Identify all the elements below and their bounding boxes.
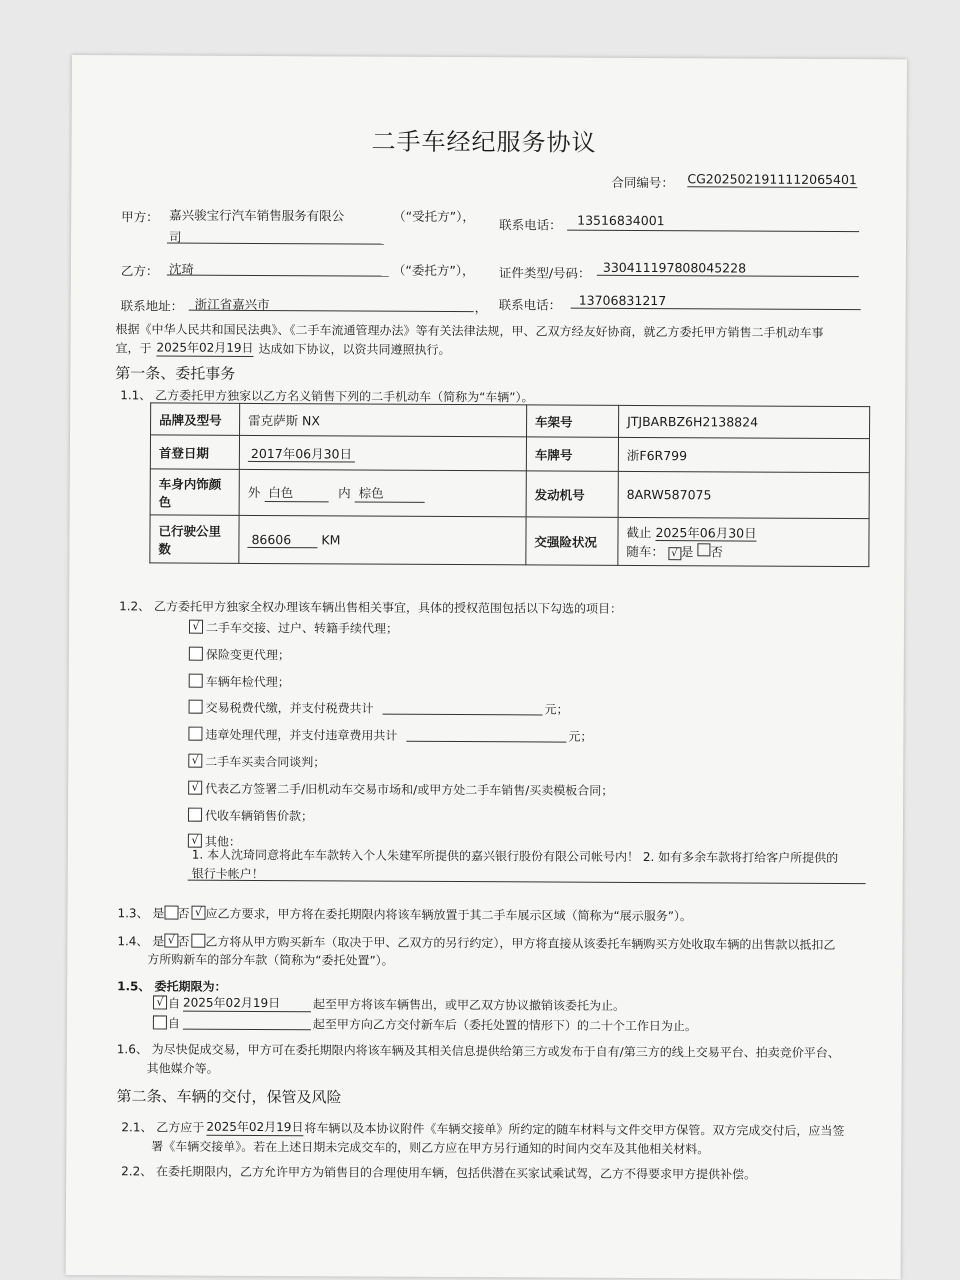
mileage-value: 86606 (247, 531, 317, 547)
auth-item-label: 代收车辆销售价款； (204, 808, 314, 824)
c13-yes-checkbox[interactable] (164, 905, 178, 919)
ins-no-checkbox[interactable] (697, 543, 710, 556)
term-1-text: 起至甲方将该车辆售出，或甲乙双方协议撤销该委托为止。 (312, 997, 626, 1013)
party-a-name-2: 司 (169, 229, 182, 245)
party-a-role: （“受托方”）， (393, 208, 475, 225)
auth-item-label: 其他： (204, 834, 241, 849)
clause-1-4-b: 否 (177, 934, 190, 949)
term-2-checkbox[interactable] (153, 1015, 167, 1029)
clause-1-3-c: 应乙方要求，甲方将在委托期限内将该车辆放置于其二手车展示区域（简称为“展示服务”）。 (205, 906, 692, 924)
party-b-id: 330411197808045228 (602, 259, 747, 276)
article-2-heading: 第二条、车辆的交付，保管及风险 (116, 1087, 342, 1107)
mileage-unit: KM (321, 531, 341, 547)
brand-value: 雷克萨斯 NX (240, 403, 527, 437)
contract-no-value: CG2025021911112065401 (687, 171, 857, 188)
auth-item-checkbox[interactable]: √ (188, 754, 202, 768)
preamble-date: 2025年02月19日 (156, 340, 254, 355)
preamble-line-1: 根据《中华人民共和国民法典》、《二手车流通管理办法》等有关法律法规，甲、乙双方经友好协商，就乙方委托甲方销售二手机动车事 (115, 322, 824, 340)
auth-item-checkbox[interactable] (189, 647, 203, 661)
auth-item-checkbox[interactable] (189, 674, 203, 688)
term-1-checkbox[interactable]: √ (153, 995, 167, 1009)
party-b-phone-underline (571, 308, 861, 311)
amount-blank (406, 741, 566, 743)
contract-no-label: 合同编号： (611, 174, 674, 191)
clause-2-1-a: 2.1、 乙方应于 (121, 1120, 205, 1135)
ins-yes-label: 是 (680, 543, 694, 559)
engine-label: 发动机号 (526, 471, 618, 517)
amount-suffix: 元； (568, 729, 593, 744)
party-b-role: （“委托方”）， (392, 262, 475, 279)
ins-yes-checkbox[interactable]: √ (668, 547, 681, 560)
color-label: 车身内饰颜色 (150, 469, 239, 515)
other-line-2: 银行卡帐户！ (191, 866, 264, 882)
term-1-date: 2025年02月19日 (183, 994, 311, 1013)
vin-label: 车架号 (527, 405, 619, 437)
clause-2-1-c: 署《车辆交接单》。若在上述日期未完成交车的，则乙方应在甲方另行通知的时间内交车及其他相关材料。 (151, 1139, 710, 1157)
auth-item-label: 二手车交接、过户、转籍手续代理； (205, 620, 399, 636)
clause-1-4-a: 1.4、 是 (117, 934, 165, 949)
plate-label: 车牌号 (526, 437, 618, 471)
clause-1-6-b: 其他媒介等。 (146, 1061, 219, 1076)
clause-1-4-d: 方所购新车的部分车款（简称为“委托处置”）。 (147, 952, 394, 968)
clause-1-6-a: 1.6、 为尽快促成交易，甲方可在委托期限内将该车辆及其相关信息提供给第三方或发布于自有/第三方的线上交易平台、拍卖竞价平台、 (116, 1042, 840, 1061)
auth-item-checkbox[interactable] (188, 808, 202, 822)
auth-item-checkbox[interactable] (188, 727, 202, 741)
auth-item-label: 车辆年检代理； (205, 674, 290, 690)
ins-until-label: 截止 (626, 524, 652, 540)
ext-color-value: 白色 (264, 483, 328, 502)
plate-value: 浙F6R799 (618, 437, 869, 472)
other-line-1: 1. 本人沈琦同意将此车车款转入个人朱建军所提供的嘉兴银行股份有限公司帐号内！ 2. 如有多余车款将打给客户所提供的 (191, 847, 839, 866)
ins-until-value: 2025年06月30日 (655, 524, 757, 541)
party-b-label: 乙方： (120, 263, 159, 279)
clause-2-2: 2.2、 在委托期限内，乙方允许甲方为销售目的合理使用车辆，包括供潜在买家试乘试驾，乙方不得要求甲方提供补偿。 (121, 1164, 757, 1182)
reg-date-label: 首登日期 (150, 435, 239, 469)
party-b-phone: 13706831217 (578, 292, 667, 309)
contract-paper (66, 55, 907, 1279)
int-color-label: 内 (338, 485, 351, 501)
party-a-phone-label: 联系电话： (499, 217, 562, 233)
c14-no-checkbox[interactable] (191, 934, 205, 948)
term-2-text: 起至甲方向乙方交付新车后（委托处置的情形下）的二十个工作日为止。 (312, 1017, 697, 1034)
vehicle-info-table (149, 402, 870, 567)
preamble-line-2a: 宜，于 (115, 341, 152, 356)
party-a-phone-underline (567, 230, 859, 233)
auth-item-label: 违章处理代理，并支付违章费用共计 (205, 727, 398, 743)
color-cell (239, 469, 526, 517)
party-b-addr: 浙江省嘉兴市 (194, 296, 270, 313)
amount-suffix: 元； (544, 702, 569, 717)
clause-1-3-a: 1.3、 是 (117, 906, 165, 921)
auth-item-checkbox[interactable]: √ (188, 781, 202, 795)
int-color-value: 棕色 (355, 483, 425, 502)
party-a-underline (167, 243, 384, 245)
brand-label: 品牌及型号 (151, 403, 240, 435)
auth-item-label: 交易税费代缴，并支付税费共计 (205, 700, 374, 716)
party-b-id-underline (597, 275, 859, 277)
party-a-name-1: 嘉兴骏宝行汽车销售服务有限公 (169, 207, 345, 224)
ext-color-label: 外 (247, 484, 261, 500)
clause-2-1-date: 2025年02月19日 (206, 1119, 304, 1135)
mileage-label: 已行驶公里数 (150, 515, 239, 563)
ins-with-label: 随车： (626, 543, 664, 559)
term-2-from: 自 (167, 1016, 180, 1031)
clause-1-1: 1.1、 乙方委托甲方独家以乙方名义销售下列的二手机动车（简称为“车辆”）。 (120, 388, 534, 405)
article-1-heading: 第一条、委托事务 (115, 364, 236, 383)
reg-date-cell (239, 435, 526, 471)
engine-value: 8ARW587075 (618, 471, 869, 518)
c13-no-checkbox[interactable]: √ (191, 906, 205, 920)
clause-1-2-intro: 1.2、 乙方委托甲方独家全权办理该车辆出售相关事宜，具体的授权范围包括以下勾选的项目： (119, 599, 623, 616)
reg-date-value: 2017年06月30日 (248, 445, 355, 462)
party-b-addr-label: 联系地址： (120, 298, 184, 314)
clause-1-4-c: 乙方将从甲方购买新车（取决于甲、乙双方的另行约定），甲方将直接从该委托车辆购买方处收取车辆的出售款以抵扣乙 (205, 934, 836, 953)
party-a-label: 甲方： (121, 209, 159, 225)
insurance-label: 交强险状况 (526, 517, 618, 565)
term-1-from: 自 (167, 996, 181, 1011)
comma: ， (474, 300, 488, 316)
auth-item-label: 代表乙方签署二手/旧机动车交易市场和/或甲方处二手车销售/买卖模板合同； (205, 781, 614, 798)
mileage-cell (239, 515, 526, 565)
vin-value: JTJBARBZ6H2138824 (619, 405, 870, 438)
term-2-blank (183, 1029, 311, 1031)
page-title: 二手车经纪服务协议 (371, 127, 597, 157)
ins-no-label: 否 (710, 543, 723, 559)
insurance-cell (618, 517, 869, 566)
auth-item-checkbox[interactable]: √ (188, 834, 202, 848)
c14-yes-checkbox[interactable]: √ (164, 933, 178, 947)
auth-item-checkbox[interactable]: √ (189, 620, 203, 634)
auth-item-label: 保险变更代理； (205, 647, 290, 663)
auth-item-label: 二手车买卖合同谈判； (205, 754, 326, 770)
party-b-id-label: 证件类型/号码： (498, 265, 591, 281)
party-a-phone: 13516834001 (577, 212, 665, 229)
clause-1-3-b: 否 (177, 906, 190, 921)
clause-2-1-b: 将车辆以及本协议附件《车辆交接单》所约定的随车材料与文件交甲方保管。双方完成交付后，应当签 (304, 1121, 845, 1139)
amount-blank (383, 714, 543, 716)
party-b-phone-label: 联系电话： (498, 297, 562, 313)
clause-1-5-head: 1.5、 委托期限为： (117, 979, 227, 994)
auth-item-checkbox[interactable] (189, 700, 203, 714)
preamble-line-2b: 达成如下协议，以资共同遵照执行。 (258, 341, 451, 357)
other-underline (188, 880, 866, 885)
party-b-name: 沈琦 (168, 261, 194, 277)
party-b-name-underline (167, 274, 389, 276)
